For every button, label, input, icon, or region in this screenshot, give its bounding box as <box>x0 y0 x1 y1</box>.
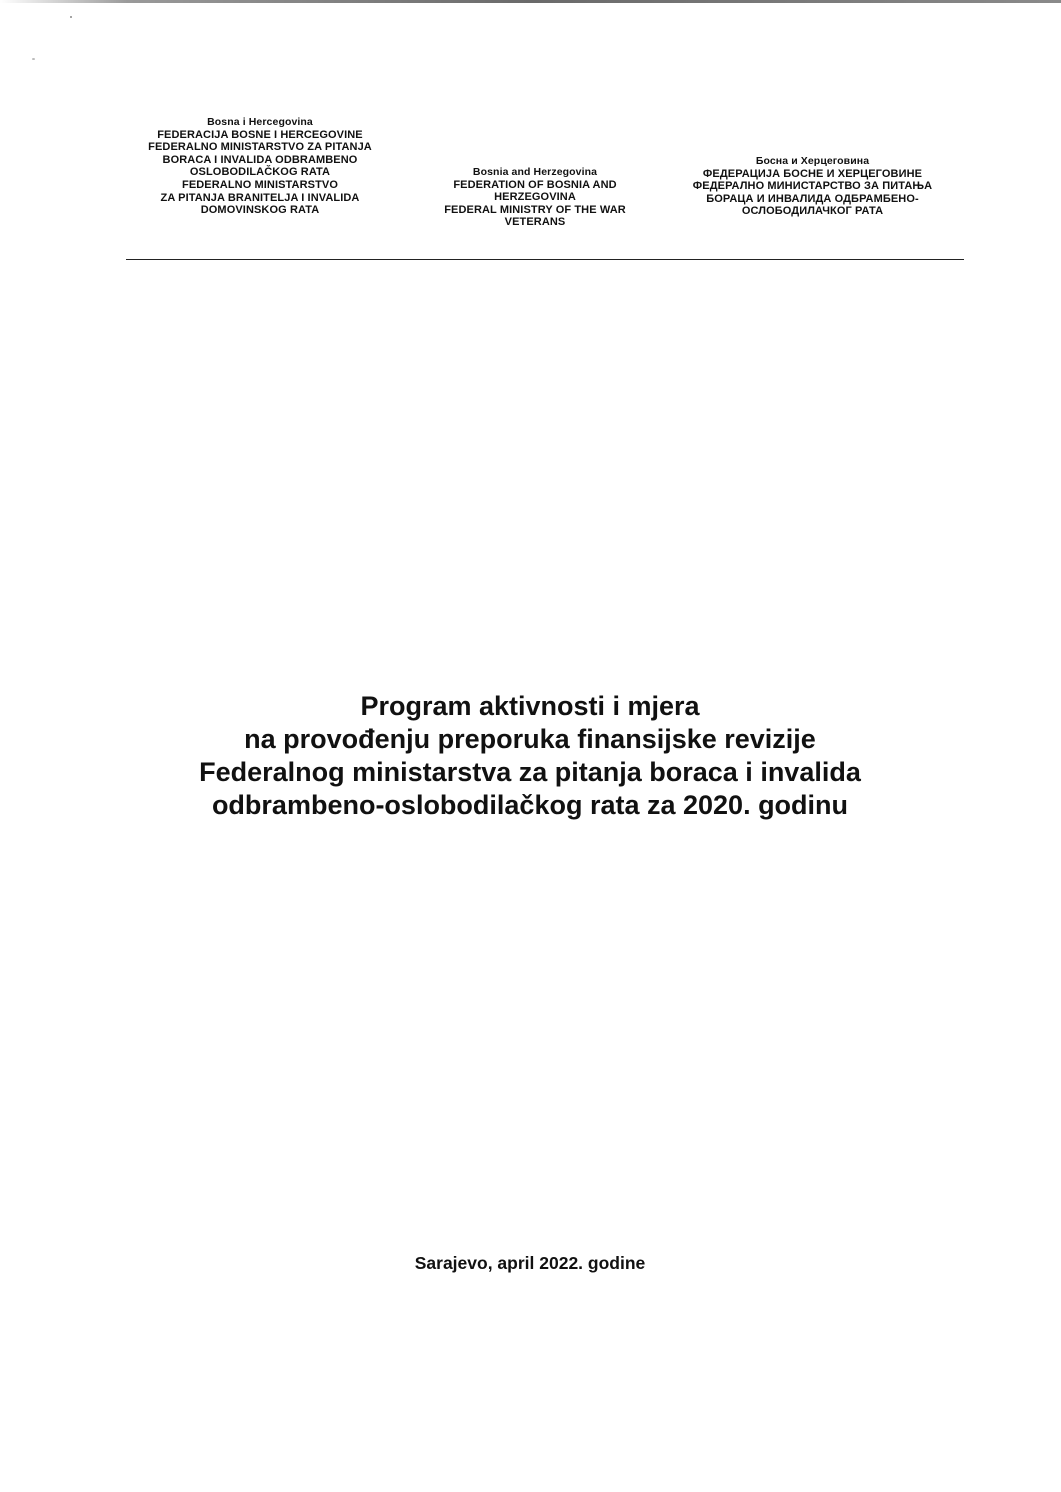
header-line: FEDERACIJA BOSNE I HERCEGOVINE <box>157 128 363 141</box>
scan-speck <box>70 16 72 18</box>
title-line: Program aktivnosti i mjera <box>360 691 700 721</box>
header-line: FEDERALNO MINISTARSTVO <box>182 178 338 191</box>
document-title <box>80 690 980 822</box>
header-line: FEDERALNO MINISTARSTVO ZA PITANJA <box>148 141 372 154</box>
header-line: БОРАЦА И ИНВАЛИДА ОДБРАМБЕНО- <box>706 192 919 205</box>
header-line: ZA PITANJA BRANITELJA I INVALIDA <box>160 191 360 204</box>
header-line: ФЕДЕРАЦИЈА БОСНЕ И ХЕРЦЕГОВИНЕ <box>702 167 923 180</box>
place-and-date: Sarajevo, april 2022. godine <box>414 1253 646 1273</box>
header-line: HERZEGOVINA <box>494 191 576 204</box>
title-line: na provođenju preporuka finansijske revizije <box>244 724 816 754</box>
header-line: BORACA I INVALIDA ODBRAMBENO <box>162 153 358 166</box>
header-serbian-cyrillic <box>665 155 960 218</box>
header-bosnian <box>120 116 400 217</box>
scan-speck <box>32 58 35 60</box>
header-line: ФЕДЕРАЛНО МИНИСТАРСТВО ЗА ПИТАЊА <box>692 180 933 193</box>
title-line: Federalnog ministarstva za pitanja boraca i invalida <box>199 757 861 787</box>
header-line: ОСЛОБОДИЛАЧКОГ РАТА <box>741 205 884 218</box>
header-line: FEDERATION OF BOSNIA AND <box>453 178 617 191</box>
header-english <box>410 166 660 229</box>
header-line: Bosnia and Herzegovina <box>472 166 598 178</box>
header-divider <box>126 259 964 260</box>
header-line: Bosna i Hercegovina <box>207 116 313 128</box>
header-line: Босна и Херцеговина <box>755 155 870 167</box>
header-line: FEDERAL MINISTRY OF THE WAR <box>444 203 626 216</box>
header-line: OSLOBODILAČKOG RATA <box>189 166 331 179</box>
header-line: VETERANS <box>504 216 566 229</box>
header-line: DOMOVINSKOG RATA <box>200 204 320 217</box>
scan-top-edge <box>0 0 1061 3</box>
title-line: odbrambeno-oslobodilačkog rata za 2020. godinu <box>211 790 849 820</box>
